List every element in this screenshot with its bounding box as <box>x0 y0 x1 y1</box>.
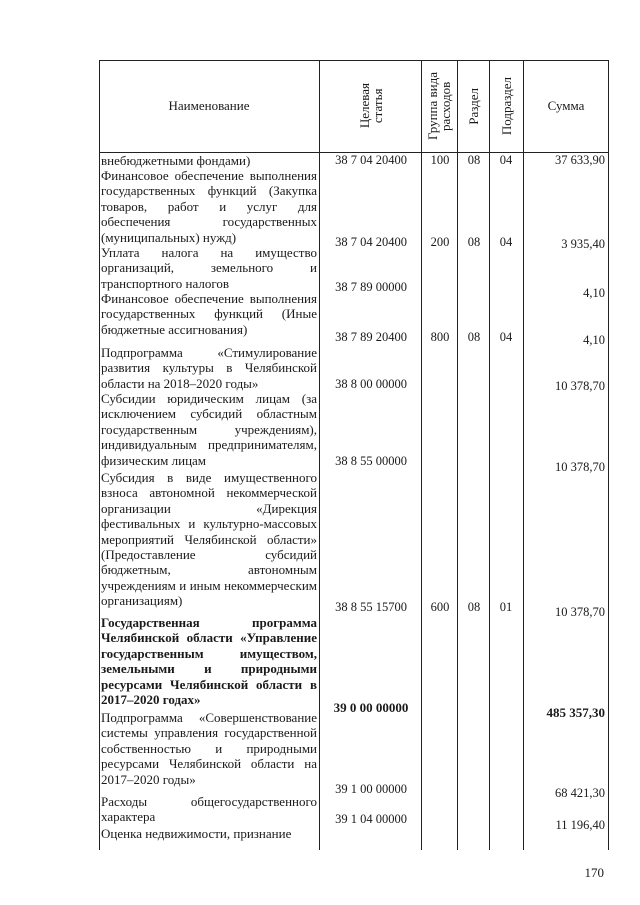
row-name: Уплата налога на имущество организаций, земельного и транспортного налогов <box>101 245 317 291</box>
row-name: Расходы общегосударственного характера <box>101 794 317 825</box>
row-code: 38 7 04 20400 <box>335 153 407 167</box>
row-section: 08 <box>467 235 481 249</box>
row-sum: 3 935,40 <box>561 237 605 251</box>
row-code: 39 1 04 00000 <box>335 812 407 826</box>
row-subsection: 04 <box>499 330 513 344</box>
header-group <box>421 60 457 152</box>
column-divider <box>523 60 524 850</box>
row-name: внебюджетными фондами) <box>101 153 251 168</box>
row-name: Государственная программа Челябинской области «Управление государственным имуществом, земельными и природными ресурсами Челябинской области в 2017–2020 годах» <box>101 615 317 708</box>
row-name: Подпрограмма «Совершенствование системы управления государственной собственностью и природными ресурсами Челябинской области на 2017–2020 годы» <box>101 710 317 787</box>
row-group: 800 <box>430 330 450 344</box>
table-border-left <box>99 60 100 850</box>
row-code: 38 8 55 00000 <box>335 454 407 468</box>
row-sum: 10 378,70 <box>555 605 605 619</box>
page-number: 170 <box>584 865 604 880</box>
row-code: 38 8 00 00000 <box>335 377 407 391</box>
row-code: 39 1 00 00000 <box>335 782 407 796</box>
row-sum: 485 357,30 <box>546 705 605 720</box>
column-divider <box>319 60 320 850</box>
column-divider <box>489 60 490 850</box>
row-subsection: 04 <box>499 235 513 249</box>
row-sum: 4,10 <box>583 333 605 347</box>
row-sum: 37 633,90 <box>555 153 605 167</box>
header-sum-label: Сумма <box>547 98 585 113</box>
row-sum: 10 378,70 <box>555 379 605 393</box>
row-group: 600 <box>430 600 450 614</box>
header-code-label: Целевая статья <box>357 83 385 129</box>
row-sum: 10 378,70 <box>555 460 605 474</box>
row-sum: 68 421,30 <box>555 786 605 800</box>
row-code: 38 7 89 00000 <box>335 280 407 294</box>
row-name: Оценка недвижимости, признание <box>101 826 292 841</box>
row-section: 08 <box>467 600 481 614</box>
row-code: 38 8 55 15700 <box>335 600 407 614</box>
row-subsection: 04 <box>499 153 513 167</box>
row-group: 100 <box>430 153 450 167</box>
row-name: Финансовое обеспечение выполнения государственных функций (Закупка товаров, работ и услуг для обеспечения государственных (муниципальных) нужд) <box>101 168 317 245</box>
row-subsection: 01 <box>499 600 513 614</box>
row-name: Подпрограмма «Стимулирование развития культуры в Челябинской области на 2018–2020 годы» <box>101 345 317 391</box>
row-section: 08 <box>467 153 481 167</box>
row-name: Субсидии юридическим лицам (за исключением субсидий областным государственным учреждениям), индивидуальным предпринимателям, физическим лицам <box>101 391 317 468</box>
header-subsection <box>489 60 523 152</box>
header-subsection-label: Подраздел <box>498 76 514 136</box>
row-sum: 4,10 <box>583 286 605 300</box>
budget-table <box>99 60 609 850</box>
table-border-right <box>608 60 609 850</box>
header-name-label: Наименование <box>168 98 250 113</box>
row-sum: 11 196,40 <box>555 818 605 832</box>
header-code <box>321 60 421 152</box>
row-code: 38 7 89 20400 <box>335 330 407 344</box>
row-name: Субсидия в виде имущественного взноса автономной некоммерческой организации «Дирекция фестивальных и культурно-массовых мероприятий Челябинской области» (Предоставление субсидий бюджетным, автономным учреждениям и иным некоммерческим организациям) <box>101 470 317 609</box>
row-code: 38 7 04 20400 <box>335 235 407 249</box>
row-section: 08 <box>467 330 481 344</box>
header-sum <box>523 60 609 152</box>
row-code: 39 0 00 00000 <box>333 700 409 715</box>
column-divider <box>457 60 458 850</box>
row-group: 200 <box>430 235 450 249</box>
row-name: Финансовое обеспечение выполнения государственных функций (Иные бюджетные ассигнования) <box>101 291 317 337</box>
header-section <box>457 60 489 152</box>
header-group-label: Группа вида расходов <box>425 72 453 140</box>
header-name <box>99 60 319 152</box>
header-section-label: Раздел <box>465 87 481 125</box>
column-divider <box>421 60 422 850</box>
